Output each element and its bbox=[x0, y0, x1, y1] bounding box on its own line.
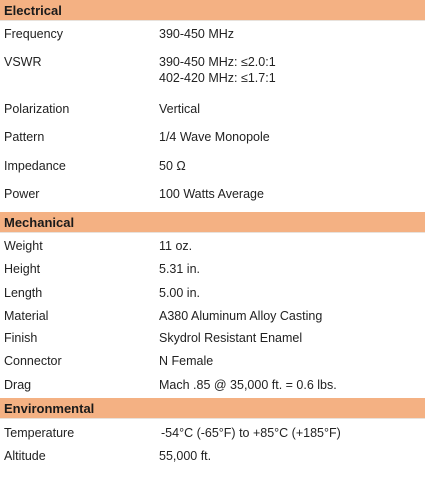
spec-value: Mach .85 @ 35,000 ft. = 0.6 lbs. bbox=[159, 378, 337, 392]
spec-label: VSWR bbox=[4, 55, 42, 69]
spec-label: Height bbox=[4, 262, 41, 276]
section-title-electrical: Electrical bbox=[4, 3, 62, 18]
spec-label: Pattern bbox=[4, 130, 45, 144]
section-title-environmental: Environmental bbox=[4, 401, 95, 416]
spec-value: -54°C (-65°F) to +85°C (+185°F) bbox=[161, 426, 341, 440]
section-title-mechanical: Mechanical bbox=[4, 215, 75, 230]
section-header-environmental bbox=[0, 398, 425, 419]
section-header-electrical bbox=[0, 0, 425, 21]
spec-value: N Female bbox=[159, 354, 214, 368]
spec-value: 390-450 MHz bbox=[159, 27, 235, 41]
spec-value: 11 oz. bbox=[159, 239, 193, 253]
spec-label: Weight bbox=[4, 239, 43, 253]
spec-label: Frequency bbox=[4, 27, 64, 41]
spec-value-line-2: 402-420 MHz: ≤1.7:1 bbox=[159, 71, 276, 85]
spec-label: Polarization bbox=[4, 102, 70, 116]
spec-label: Finish bbox=[4, 331, 38, 345]
section-header-mechanical bbox=[0, 212, 425, 233]
spec-label: Material bbox=[4, 309, 49, 323]
spec-label: Length bbox=[4, 286, 43, 300]
spec-label: Power bbox=[4, 187, 40, 201]
spec-value: 5.00 in. bbox=[159, 286, 201, 300]
spec-label: Temperature bbox=[4, 426, 75, 440]
spec-label: Altitude bbox=[4, 449, 46, 463]
spec-value: 100 Watts Average bbox=[159, 187, 264, 201]
spec-value: 1/4 Wave Monopole bbox=[159, 130, 270, 144]
spec-value: 55,000 ft. bbox=[159, 449, 212, 463]
spec-label: Drag bbox=[4, 378, 32, 392]
spec-value: A380 Aluminum Alloy Casting bbox=[159, 309, 323, 323]
spec-value: 5.31 in. bbox=[159, 262, 201, 276]
spec-value: Skydrol Resistant Enamel bbox=[159, 331, 303, 345]
spec-label: Impedance bbox=[4, 159, 66, 173]
spec-value-line-1: 390-450 MHz: ≤2.0:1 bbox=[159, 55, 276, 69]
spec-value: 50 Ω bbox=[159, 159, 186, 173]
spec-label: Connector bbox=[4, 354, 62, 368]
spec-value: Vertical bbox=[159, 102, 200, 116]
